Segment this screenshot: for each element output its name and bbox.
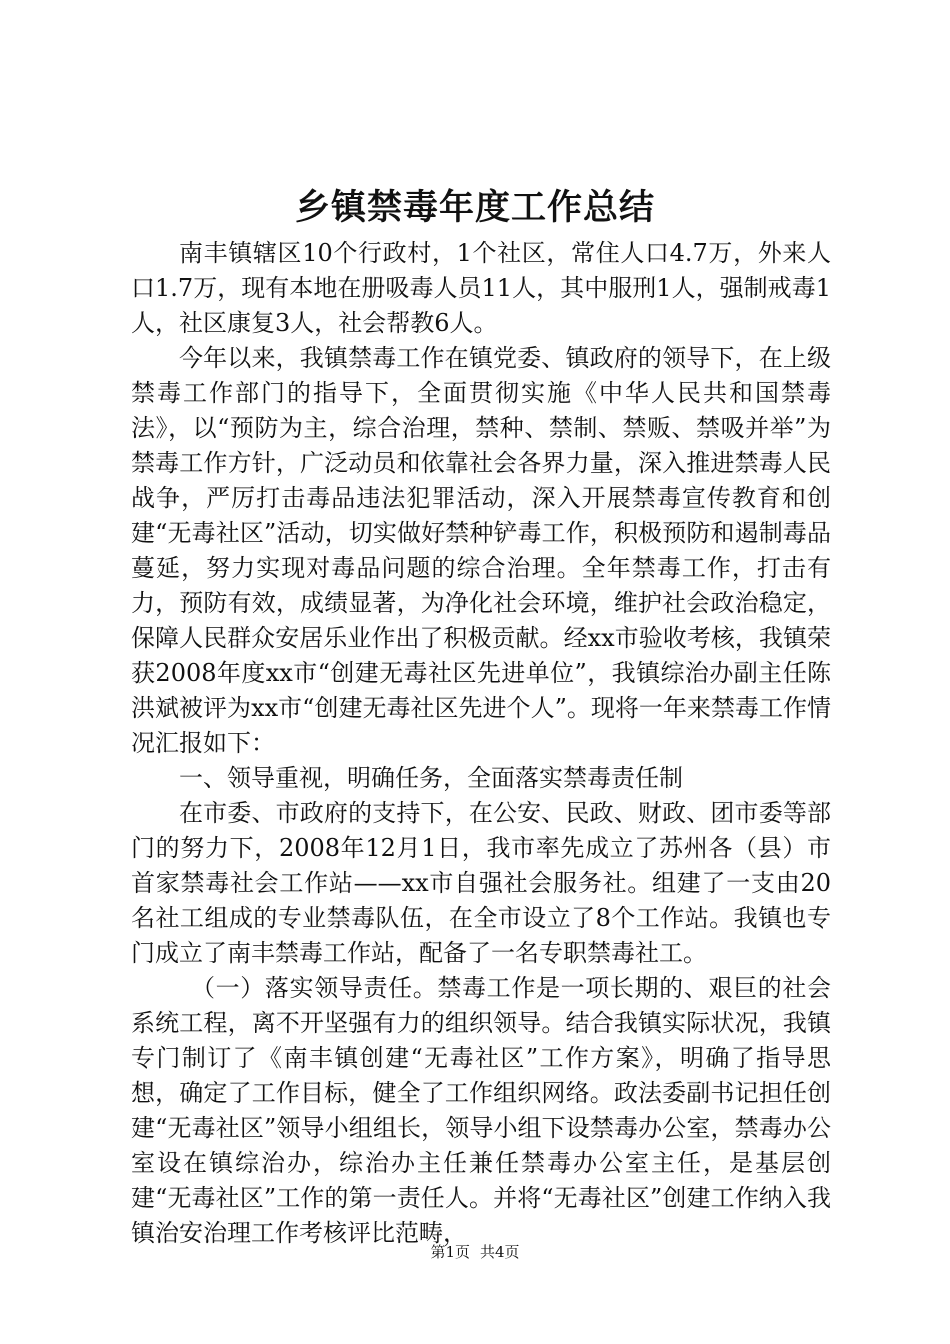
document-body — [131, 236, 831, 1251]
paragraph-overview: 今年以来，我镇禁毒工作在镇党委、镇政府的领导下，在上级禁毒工作部门的指导下，全面贯彻实施《中华人民共和国禁毒法》，以“预防为主，综合治理，禁种、禁制、禁贩、禁吸并举”为禁毒工作方针，广泛动员和依靠社会各界力量，深入推进禁毒人民战争，严厉打击毒品违法犯罪活动，深入开展禁毒宣传教育和创建“无毒社区”活动，切实做好禁种铲毒工作，积极预防和遏制毒品蔓延，努力实现对毒品问题的综合治理。全年禁毒工作，打击有力，预防有效，成绩显著，为净化社会环境，维护社会政治稳定，保障人民群众安居乐业作出了积极贡献。经xx市验收考核，我镇荣获2008年度xx市“创建无毒社区先进单位”，我镇综治办副主任陈洪斌被评为xx市“创建无毒社区先进个人”。现将一年来禁毒工作情况汇报如下： — [131, 344, 831, 757]
paragraph-intro: 南丰镇辖区10个行政村，1个社区，常住人口4.7万，外来人口1.7万，现有本地在册吸毒人员11人，其中服刑1人，强制戒毒1人，社区康复3人，社会帮教6人。 — [131, 239, 831, 337]
paragraph-work-station: 在市委、市政府的支持下，在公安、民政、财政、团市委等部门的努力下，2008年12月1日，我市率先成立了苏州各（县）市首家禁毒社会工作站——xx市自强社会服务社。组建了一支由20名社工组成的专业禁毒队伍，在全市设立了8个工作站。我镇也专门成立了南丰禁毒工作站，配备了一名专职禁毒社工。 — [131, 799, 831, 967]
page-number: 第1页 — [430, 1243, 470, 1261]
page-total: 共4页 — [480, 1243, 520, 1261]
document-title: 乡镇禁毒年度工作总结 — [294, 187, 655, 228]
page-footer — [0, 1242, 950, 1262]
section-heading-1: 一、领导重视，明确任务，全面落实禁毒责任制 — [179, 764, 683, 792]
paragraph-leadership: （一）落实领导责任。禁毒工作是一项长期的、艰巨的社会系统工程，离不开坚强有力的组织领导。结合我镇实际状况，我镇专门制订了《南丰镇创建“无毒社区”工作方案》，明确了指导思想，确定了工作目标，健全了工作组织网络。政法委副书记担任创建“无毒社区”领导小组组长，领导小组下设禁毒办公室，禁毒办公室设在镇综治办，综治办主任兼任禁毒办公室主任，是基层创建“无毒社区”工作的第一责任人。并将“无毒社区”创建工作纳入我镇治安治理工作考核评比范畴， — [131, 974, 831, 1247]
